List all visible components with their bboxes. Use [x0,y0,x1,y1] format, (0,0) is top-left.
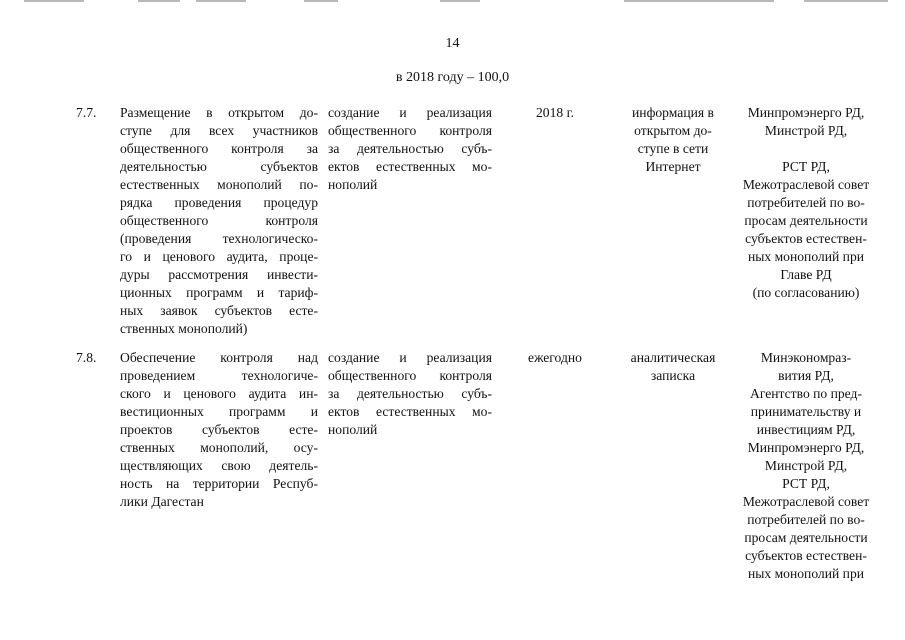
page-number: 14 [445,36,460,51]
executors-7-8 [732,349,880,583]
executor-line: ных монополий при [747,566,865,581]
measure-name-line: проведением технологиче- [120,368,318,383]
result-line: создание и реализация [328,350,492,365]
measure-name-line: естественных монополий по- [120,177,318,192]
executor-line: Минстрой РД, [764,458,848,473]
executor-line-gap [732,140,880,158]
measure-name-line: дуры рассмотрения инвести- [120,267,318,282]
term-7-7: 2018 г. [535,105,575,120]
result-line: создание и реализация [328,105,492,120]
measure-name-line: вестиционных программ и [120,404,318,419]
executor-line: субъектов естествен- [745,231,867,246]
report-form-line: аналитическая [630,350,716,365]
executor-line: принимательству и [750,404,862,419]
measure-name-line: ственных монополий, осу- [120,440,318,455]
measure-name-line: ского и ценового аудита ин- [120,386,318,401]
measure-name-line: ственных монополий) [120,321,248,336]
measure-name-line: общественного контроля за [120,141,318,156]
measure-name-7-7 [120,104,318,338]
executor-line: Минэкономраз- [760,350,852,365]
result-line: ектов естественных мо- [328,159,492,174]
executor-line: просам деятельности [744,213,868,228]
result-line: нополий [328,177,378,192]
executor-line: ных монополий при [747,249,865,264]
executor-line: РСТ РД, [782,476,830,491]
measure-name-line: Размещение в открытом до- [120,105,318,120]
executor-line: Минстрой РД, [764,123,848,138]
executor-line: Межотраслевой совет [742,177,870,192]
result-line: общественного контроля [328,123,492,138]
executor-line: субъектов естествен- [745,548,867,563]
executor-line: потребителей по во- [747,512,865,527]
executor-line: Минпромэнерго РД, [747,105,865,120]
measure-name-7-8 [120,349,318,511]
result-line: общественного контроля [328,368,492,383]
result-line: ектов естественных мо- [328,404,492,419]
measure-name-line: (проведения технологическо- [120,231,318,246]
executor-line: Межотраслевой совет [742,494,870,509]
report-form-line: открытом до- [634,123,712,138]
measure-name-line: ществляющих свою деятель- [120,458,318,473]
executor-line: Агентство по пред- [750,386,862,401]
report-form-line: записка [650,368,696,383]
executor-line: Минпромэнерго РД, [747,440,865,455]
result-line: за деятельностью субъ- [328,386,492,401]
expected-result-7-8 [328,349,492,439]
term-7-8: ежегодно [528,350,582,365]
row-number-7-8: 7.8. [76,350,97,365]
measure-name-line: ных заявок субъектов есте- [120,303,318,318]
result-line: нополий [328,422,378,437]
report-form-line: Интернет [645,159,701,174]
executor-line: РСТ РД, [782,159,830,174]
measure-name-line: рядка проведения процедур [120,195,318,210]
executor-line: Главе РД [780,267,832,282]
measure-name-line: деятельностью субъектов [120,159,318,174]
measure-name-line: ционных программ и тариф- [120,285,318,300]
row-number-7-7: 7.7. [76,105,97,120]
executors-7-7 [732,104,880,302]
report-form-line: информация в [632,105,714,120]
executor-line: просам деятельности [744,530,868,545]
result-line: за деятельностью субъ- [328,141,492,156]
report-form-7-8 [612,349,734,385]
measure-name-line: ность на территории Респуб- [120,476,318,491]
report-form-7-7 [612,104,734,176]
measure-name-line: общественного контроля [120,213,318,228]
expected-result-7-7 [328,104,492,194]
executor-line: вития РД, [778,368,834,383]
executor-line: инвестициям РД, [756,422,856,437]
measure-name-line: ступе для всех участников [120,123,318,138]
continued-value-line: в 2018 году – 100,0 [395,70,510,85]
executor-line: (по согласованию) [752,285,860,300]
report-form-line: ступе в сети [637,141,709,156]
measure-name-line: лики Дагестан [120,494,204,509]
measure-name-line: го и ценового аудита, проце- [120,249,318,264]
measure-name-line: проектов субъектов есте- [120,422,318,437]
measure-name-line: Обеспечение контроля над [120,350,318,365]
executor-line: потребителей по во- [747,195,865,210]
